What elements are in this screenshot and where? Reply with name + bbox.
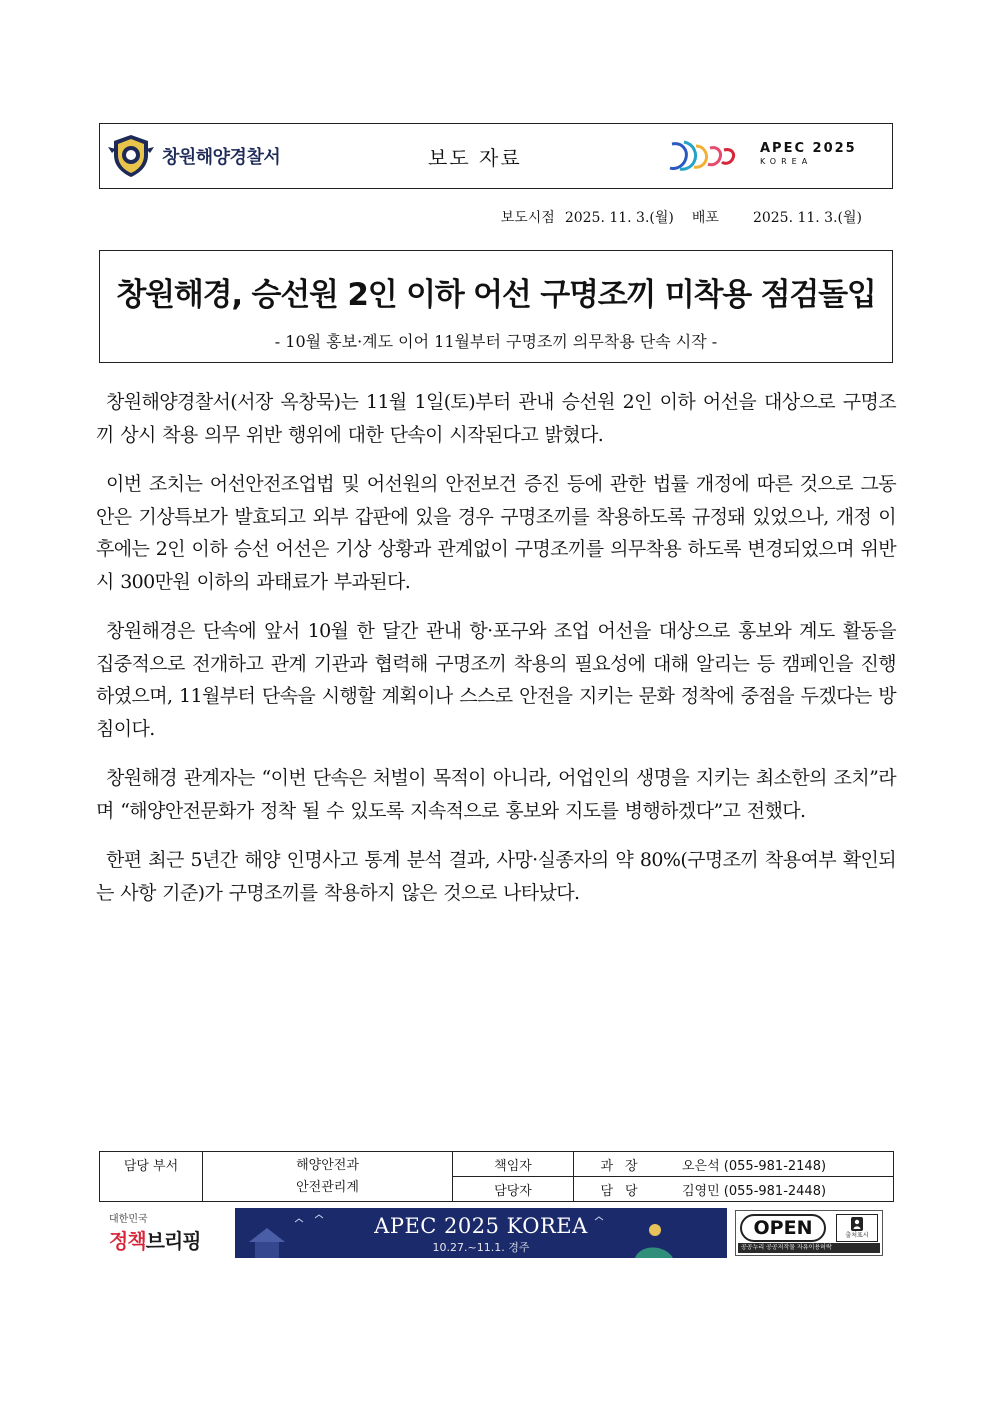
sub-headline: - 10월 홍보·계도 이어 11월부터 구명조끼 의무착용 단속 시작 - [274,332,718,351]
dept-unit-line1: 해양안전과 [296,1157,359,1173]
release-date: 2025. 11. 3.(월) [564,210,674,226]
paragraph: 이번 조치는 어선안전조업법 및 어선원의 안전보건 증진 등에 관한 법률 개정에 따른 것으로 그동안은 기상특보가 발효되고 외부 갑판에 있을 경우 구명조끼를 착용하도록 규정돼 있었으나, 개정 이후에는 2인 이하 승선 어선은 기상 상황과 관계없이 구명조끼를 의무착용 하도록 변경되었으며 위반시 300만원 이하의 과태료가 부과된다. [96,473,896,593]
apec-wordmark-line2: KOREA [760,157,813,166]
attribution-type-label: 출처표시 [845,1232,869,1239]
person-icon [851,1217,863,1231]
banner-title: APEC 2025 KOREA [374,1214,588,1238]
policy-logo-rest: 브리핑 [145,1229,201,1253]
headline: 창원해경, 승선원 2인 이하 어선 구명조끼 미착용 점검돌입 [116,277,876,313]
attribution-type [836,1214,878,1242]
banner-date: 10.27.~11.1. 경주 [432,1241,530,1254]
release-info [501,207,862,227]
apec-banner[interactable] [235,1208,727,1258]
contact-table [99,1151,894,1202]
position-staff: 담당 [574,1177,677,1202]
name-manager: 오은석 (055-981-2148) [676,1152,894,1177]
dept-label: 담당 부서 [100,1152,203,1202]
agency-name: 창원해양경찰서 [162,147,281,168]
coast-guard-emblem-icon [108,133,154,179]
open-wordmark: OPEN [740,1214,826,1242]
policy-logo-big [109,1225,229,1254]
paragraph: 한편 최근 5년간 해양 인명사고 통계 분석 결과, 사망·실종자의 약 80%(구명조끼 착용여부 확인되는 사항 기준)가 구명조끼를 착용하지 않은 것으로 나타났다. [96,849,896,904]
dept-unit [203,1152,453,1202]
paragraph: 창원해경 관계자는 “이번 단속은 처벌이 목적이 아니라, 어업인의 생명을 지키는 최소한의 조치”라며 “해양안전문화가 정착 될 수 있도록 지속적으로 홍보와 지도를 병행하겠다”고 전했다. [96,767,896,822]
role-manager: 책임자 [453,1152,574,1177]
release-label: 보도시점 [500,210,555,226]
kogl-open-badge[interactable] [735,1210,883,1256]
position-manager: 과장 [574,1152,677,1177]
policy-logo-accent: 정책 [109,1229,146,1253]
paragraph: 창원해양경찰서(서장 옥창묵)는 11월 1일(토)부터 관내 승선원 2인 이하 어선을 대상으로 구명조끼 상시 착용 의무 위반 행위에 대한 단속이 시작된다고 밝혔다. [96,391,896,446]
distribution-label: 배포 [691,210,719,226]
title-box [99,250,893,363]
doc-type-label: 보도 자료 [428,146,522,170]
dept-unit-line2: 안전관리계 [296,1179,359,1195]
policy-logo-small: 대한민국 [109,1214,148,1225]
agency-logo [108,132,280,180]
policy-briefing-logo[interactable] [109,1210,229,1256]
name-staff: 김영민 (055-981-2448) [676,1177,894,1202]
apec-wordmark [760,141,857,166]
paragraph: 창원해경은 단속에 앞서 10월 한 달간 관내 항·포구와 조업 어선을 대상으로 홍보와 계도 활동을 집중적으로 전개하고 관계 기관과 협력해 구명조끼 착용의 필요성에 대해 알리는 등 캠페인을 진행하였으며, 11월부터 단속을 시행할 계획이나 스스로 안전을 지키는 문화 정착에 중점을 두겠다는 방침이다. [96,620,896,740]
apec-wordmark-line1: APEC 2025 [760,141,857,156]
footer [99,1208,894,1258]
article-body [96,386,896,926]
open-license-bar: 공공누리 공공저작물 자유이용허락 [738,1243,880,1253]
table-row [100,1152,894,1177]
header-box [99,123,893,189]
apec-swirl-logo-icon [666,136,746,176]
role-staff: 담당자 [453,1177,574,1202]
distribution-date: 2025. 11. 3.(월) [752,210,862,226]
